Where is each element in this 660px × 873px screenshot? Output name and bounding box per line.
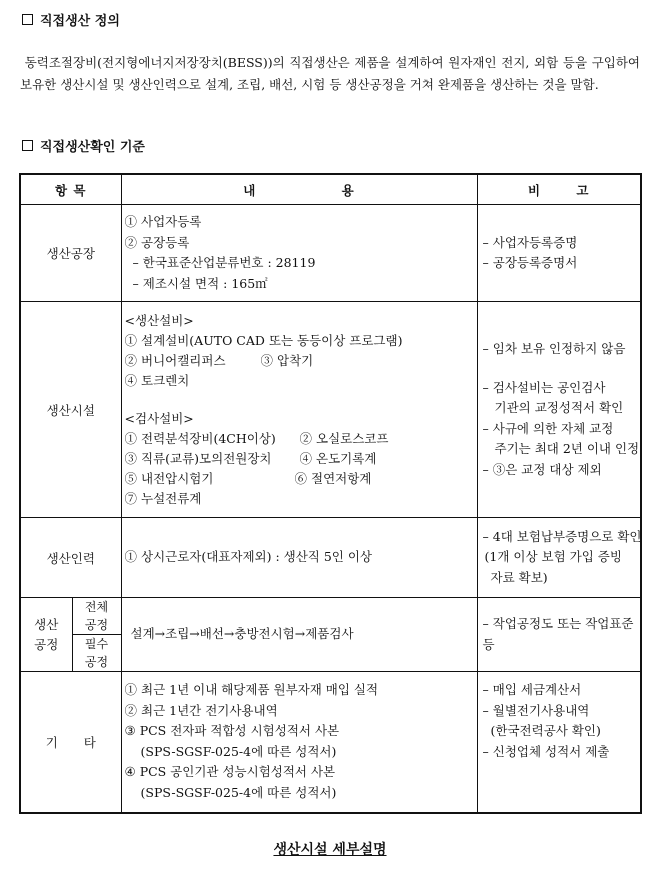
manpower-note: [477, 518, 641, 598]
label-line: 공정: [34, 636, 59, 652]
section-title-definition: [22, 10, 120, 29]
content-line: ③ 압착기: [260, 352, 314, 368]
content-line: ② 공장등록: [124, 234, 190, 250]
content-line: ① 최근 1년 이내 해당제품 원부자재 매입 실적: [124, 682, 379, 698]
note-line: – 신청업체 성적서 제출: [482, 743, 610, 759]
note-line: – 매입 세금계산서: [482, 682, 582, 697]
section-title-text: 직접생산 정의: [40, 14, 120, 29]
content-line: ① 사업자등록: [124, 214, 202, 229]
note-line: – 사업자등록증명: [482, 234, 578, 250]
note-line: 기관의 교정성적서 확인: [494, 400, 624, 415]
definition-text: 동력조절장비(전지형에너지저장장치(BESS))의 직접생산은 제품을 설계하여 원자재인 전지, 외함 등을 구입하여 보유한 생산시설 및 생산인력으로 설계, 조립, 배선, 시험 등 생산공정을 거쳐 완제품을 생산하는 것을 말함.: [20, 55, 640, 92]
table-row-factory: [20, 205, 641, 302]
content-line: ② 버니어캘리퍼스: [124, 352, 226, 368]
content-line: – 제조시설 면적 : 165㎡: [132, 275, 268, 291]
note-line: – ③은 교정 대상 제외: [482, 461, 602, 477]
sub-label-essential-process: [72, 635, 121, 672]
checkbox-square-icon: [22, 14, 33, 25]
row-label-process: [20, 598, 72, 672]
content-subtitle: <검사설비>: [124, 410, 194, 426]
process-content: [121, 598, 477, 672]
etc-note: [477, 672, 641, 813]
label-line: 생산: [34, 616, 59, 632]
content-line: ② 최근 1년간 전기사용내역: [124, 702, 278, 718]
checkbox-square-icon: [22, 140, 33, 151]
content-line: (SPS-SGSF-025-4에 따른 성적서): [140, 743, 337, 759]
facility-content: [121, 302, 477, 518]
row-label-manpower: 생산인력: [20, 518, 121, 598]
content-line: ① 상시근로자(대표자제외) : 생산직 5인 이상: [124, 549, 373, 565]
note-line: (1개 이상 보험 가입 증빙: [484, 549, 622, 565]
note-line: – 월별전기사용내역: [482, 702, 590, 718]
note-line: 주기는 최대 2년 이내 인정: [494, 441, 640, 456]
etc-content: [121, 672, 477, 813]
label-line: 공정: [84, 655, 109, 669]
header-note: 비 고: [477, 174, 641, 205]
note-line: – 4대 보험납부증명으로 확인: [482, 528, 642, 544]
content-line: ⑦ 누설전류계: [124, 490, 202, 506]
section-title-criteria: [22, 136, 145, 155]
note-line: 등: [482, 636, 495, 652]
content-line: (SPS-SGSF-025-4에 따른 성적서): [140, 784, 337, 800]
factory-note: [477, 205, 641, 302]
content-line: ③ 직류(교류)모의전원장치: [124, 450, 272, 466]
content-line: ① 전력분석장비(4CH이상): [124, 430, 276, 446]
label-line: 필수: [84, 637, 109, 651]
label-line: 전체: [84, 600, 109, 614]
content-subtitle: <생산설비>: [124, 312, 194, 328]
table-row-manpower: [20, 518, 641, 598]
sub-label-full-process: [72, 598, 121, 635]
content-line: ⑥ 절연저항계: [294, 470, 372, 486]
header-content: 내 용: [121, 174, 477, 205]
content-line: ④ 토크렌치: [124, 372, 190, 388]
row-label-etc: 기 타: [20, 672, 121, 813]
content-line: ④ PCS 공인기관 성능시험성적서 사본: [124, 764, 336, 780]
content-line: ⑤ 내전압시험기: [124, 470, 214, 486]
definition-paragraph: [20, 52, 640, 96]
table-row-facility: [20, 302, 641, 518]
table-header-row: [20, 174, 641, 205]
footer-title: 생산시설 세부설명: [273, 842, 387, 858]
note-line: – 사규에 의한 자체 교정: [482, 420, 614, 436]
row-label-factory: 생산공장: [20, 205, 121, 302]
content-line: ③ PCS 전자파 적합성 시험성적서 사본: [124, 723, 340, 739]
note-line: – 작업공정도 또는 작업표준: [482, 616, 634, 631]
note-line: (한국전력공사 확인): [490, 723, 601, 738]
process-note: [477, 598, 641, 672]
content-line: – 한국표준산업분류번호 : 28119: [132, 255, 316, 270]
content-line: ② 오실로스코프: [299, 430, 389, 446]
content-line: 설계→조립→배선→충방전시험→제품검사: [130, 626, 354, 642]
criteria-table: [19, 173, 642, 814]
note-line: 자료 확보): [490, 569, 548, 585]
factory-content: [121, 205, 477, 302]
section-title-text: 직접생산확인 기준: [40, 140, 145, 155]
table-row-etc: [20, 672, 641, 813]
note-line: – 공장등록증명서: [482, 255, 578, 270]
table-row-process-1: [20, 598, 641, 635]
manpower-content: [121, 518, 477, 598]
header-item: 항 목: [20, 174, 121, 205]
content-line: ④ 온도기록계: [299, 450, 377, 466]
facility-note: [477, 302, 641, 518]
note-line: – 임차 보유 인정하지 않음: [482, 341, 626, 356]
note-line: – 검사설비는 공인검사: [482, 379, 606, 395]
row-label-facility: 생산시설: [20, 302, 121, 518]
content-line: ① 설계설비(AUTO CAD 또는 동등이상 프로그램): [124, 332, 403, 348]
label-line: 공정: [84, 618, 109, 632]
